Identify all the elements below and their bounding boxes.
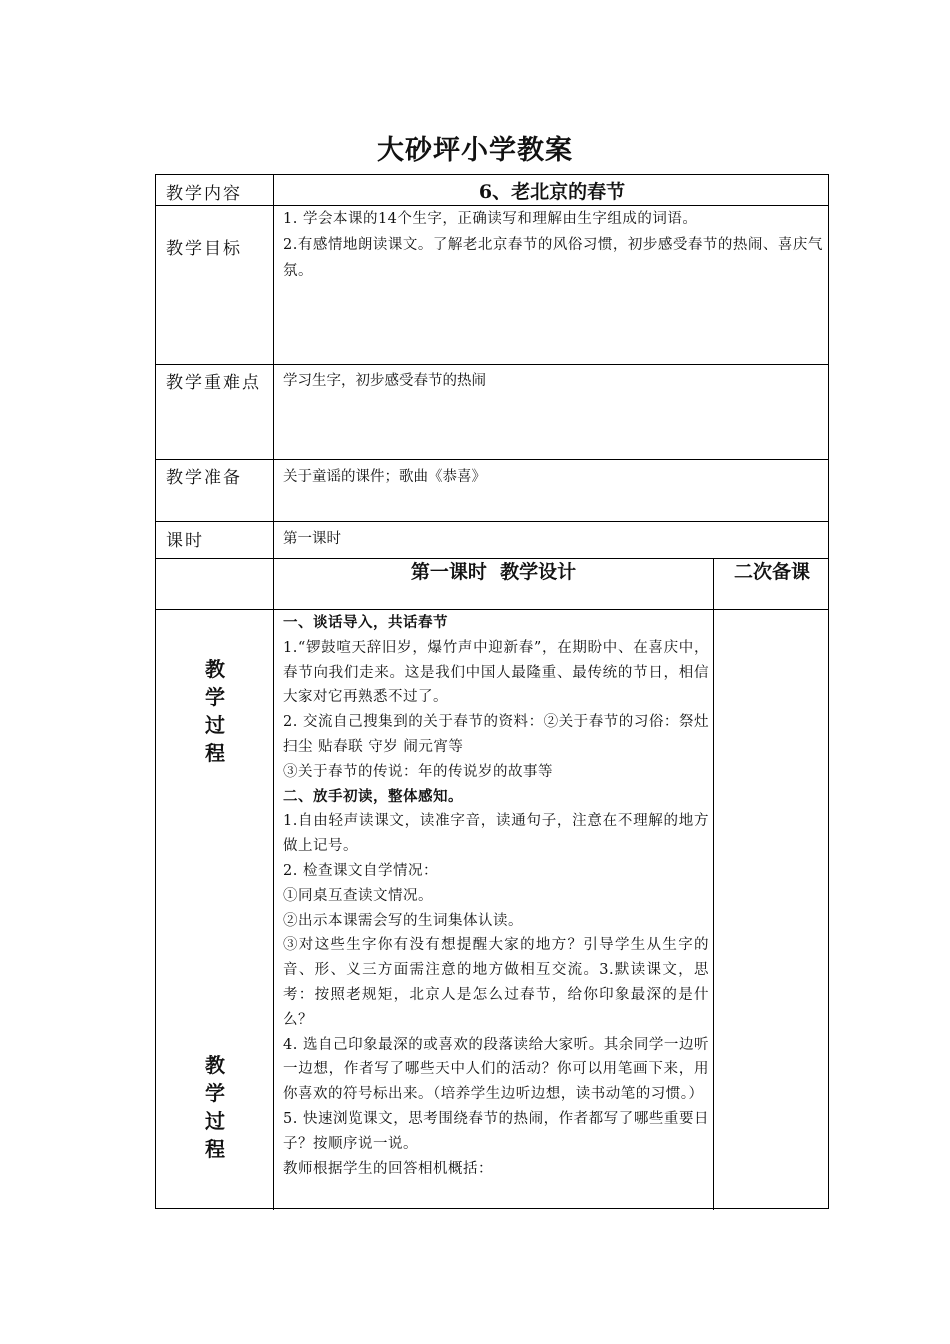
row-divider [156,364,828,365]
process-line: ①同桌互查读文情况。 [283,887,433,904]
column-divider [713,558,714,1210]
process-line: 教师根据学生的回答相机概括： [283,1160,493,1177]
goals-text [283,206,828,284]
process-label-char: 教 [205,1053,225,1077]
process-label-char: 学 [205,685,225,709]
row-divider [156,609,828,610]
row-divider [156,459,828,460]
period-label: 课时 [166,531,204,551]
document-title: 大砂坪小学教案 [377,135,573,166]
process-line: 4. 选自己印象最深的或喜欢的段落读给大家听。其余同学一边听一边想，作者写了哪些天中人们的活动？你可以用笔画下来，用你喜欢的符号标出来。（培养学生边听边想，读书动笔的习惯。） [283,1036,709,1103]
process-line: ③对这些生字你有没有想提醒大家的地方？引导学生从生字的音、形、义三方面需注意的地方做相互交流。3.默读课文，思考：按照老规矩，北京人是怎么过春节，给你印象最深的是什么？ [283,937,709,1028]
process-label-char: 教 [205,657,225,681]
process-line: ②出示本课需会写的生词集体认读。 [283,912,523,929]
process-line: 5. 快速浏览课文，思考围绕春节的热闹，作者都写了哪些重要日子？按顺序说一说。 [283,1110,709,1152]
lesson-plan-table [155,174,829,1209]
goal-item: 1. 学会本课的14个生字，正确读写和理解由生字组成的词语。 [283,211,698,227]
key-points-value: 学习生字，初步感受春节的热闹 [283,373,486,389]
process-label-char: 程 [205,1137,225,1161]
process-label-bottom [200,1051,230,1163]
key-points-label: 教学重难点 [166,373,261,393]
goals-label: 教学目标 [166,239,242,259]
content-label: 教学内容 [166,184,242,204]
prep-label: 教学准备 [166,468,242,488]
process-line: 1.自由轻声读课文，读准字音，读通句子，注意在不理解的地方做上记号。 [283,813,709,855]
process-line: 二、放手初读，整体感知。 [283,787,463,805]
column-divider [273,175,274,1210]
goal-item: 2.有感情地朗读课文。了解老北京春节的风俗习惯，初步感受春节的热闹、喜庆气氛。 [283,237,823,279]
process-line: 2. 交流自己搜集到的关于春节的资料：②关于春节的习俗：祭灶扫尘 贴春联 守岁 闹元宵等 [283,714,709,755]
process-label-top [200,655,230,767]
process-line: 一、谈话导入，共话春节 [283,614,448,631]
process-line: ③关于春节的传说：年的传说岁的故事等 [283,763,553,780]
row-divider [156,521,828,522]
process-line: 1.“锣鼓喧天辞旧岁，爆竹声中迎新春”，在期盼中、在喜庆中，春节向我们走来。这是我们中国人最隆重、最传统的节日，相信大家对它再熟悉不过了。 [283,639,709,706]
second-prep-header: 二次备课 [733,561,810,583]
process-text [283,611,709,1181]
period-value: 第一课时 [283,531,341,547]
content-value: 6、老北京的春节 [478,181,626,203]
process-label-char: 过 [205,1109,225,1133]
process-line: 2. 检查课文自学情况： [283,862,438,879]
process-label-char: 学 [205,1081,225,1105]
design-title: 第一课时 教学设计 [410,561,577,583]
process-label-char: 程 [205,741,225,765]
prep-value: 关于童谣的课件；歌曲《恭喜》 [283,469,486,485]
process-label-char: 过 [205,713,225,737]
